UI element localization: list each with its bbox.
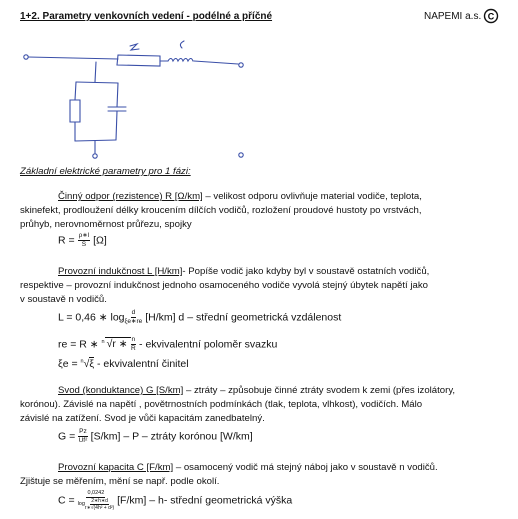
inductance-formula: L = 0,46 ∗ log $\frac{d}{\xi e∗re}$ [H/km] d – střední geometrická vzdálenost — [58, 309, 342, 325]
conductance-paragraph-line: Svod (konduktance) G [S/km] – ztráty – způsobuje činné ztráty svodem k zemi (přes izolátory, — [58, 385, 456, 396]
resistance-paragraph-line: Činný odpor (rezistence) R [Ω/km] – velikost odporu ovlivňuje material vodiče, teplota, — [58, 191, 422, 202]
capacitance-paragraph-line: Zjištuje se měřením, mění se např. podle okolí. — [20, 476, 220, 487]
inductance-paragraph-line: Provozní indukčnost L [H/km]- Popíše vodič jako kdyby byl v soustavě ostatních vodičů, — [58, 266, 430, 277]
equivalent-radius-formula: re = R ∗ $^n$ √r ∗ $\frac{n}{R}$ - ekvivalentní poloměr svazku — [58, 336, 278, 352]
conductance-formula: G = $\frac{Pz}{\text{Uf²}}$ [S/km] – P – ztráty korónou [W/km] — [58, 428, 253, 444]
resistance-formula: R = $\frac{\rho∗l}{S}$ [Ω] — [58, 232, 107, 248]
conductance-heading: Svod (konduktance) G [S/km] — [58, 385, 184, 396]
section-title: Základní elektrické parametry pro 1 fázi: — [20, 166, 191, 177]
equivalent-factor-formula: ξe = $^n$√ξ - ekvivalentní činitel — [58, 358, 189, 370]
resistance-paragraph-line: průhyb, nerovnoměrnost průřezu, spojky — [20, 219, 192, 230]
capacitance-paragraph-line: Provozní kapacita C [F/km] – osamocený vodič má stejný náboj jako v soustavě n vodičů. — [58, 462, 438, 473]
inductance-paragraph-line: respektive – provozní indukčnost jednoho osamoceného vodiče vyvolá stejný úbytek napětí jako — [20, 280, 428, 291]
capacitance-heading: Provozní kapacita C [F/km] — [58, 462, 174, 473]
inductance-heading: Provozní indukčnost L [H/km] — [58, 266, 183, 277]
page-title: 1+2. Parametry venkovních vedení - podélné a příčné — [20, 11, 273, 22]
resistance-heading: Činný odpor (rezistence) R [Ω/km] — [58, 191, 203, 202]
capacitance-formula: C = 0,0242 log $\frac{2∗h∗d}{\text{r∗√(4h² + d²)}}$ [F/km] – h- střední geometrická výška — [58, 490, 293, 511]
conductance-paragraph-line: závislé na zatížení. Svod je vůči kapacitám zanedbatelný. — [20, 413, 265, 424]
company-name: NAPEMI a.s. — [424, 11, 482, 22]
resistance-paragraph-line: skinefekt, prodloužení délky kroucením dílčích vodičů, rozložení proudové hustoty po vrstvách, — [20, 205, 422, 216]
svg-text:C: C — [487, 11, 495, 22]
inductance-paragraph-line: v soustavě n vodičů. — [20, 294, 107, 305]
conductance-paragraph-line: korónou). Závislé na napětí , povětrnostních podmínkách (tlak, teplota, vlhkost), vodičích. Málo — [20, 399, 423, 410]
